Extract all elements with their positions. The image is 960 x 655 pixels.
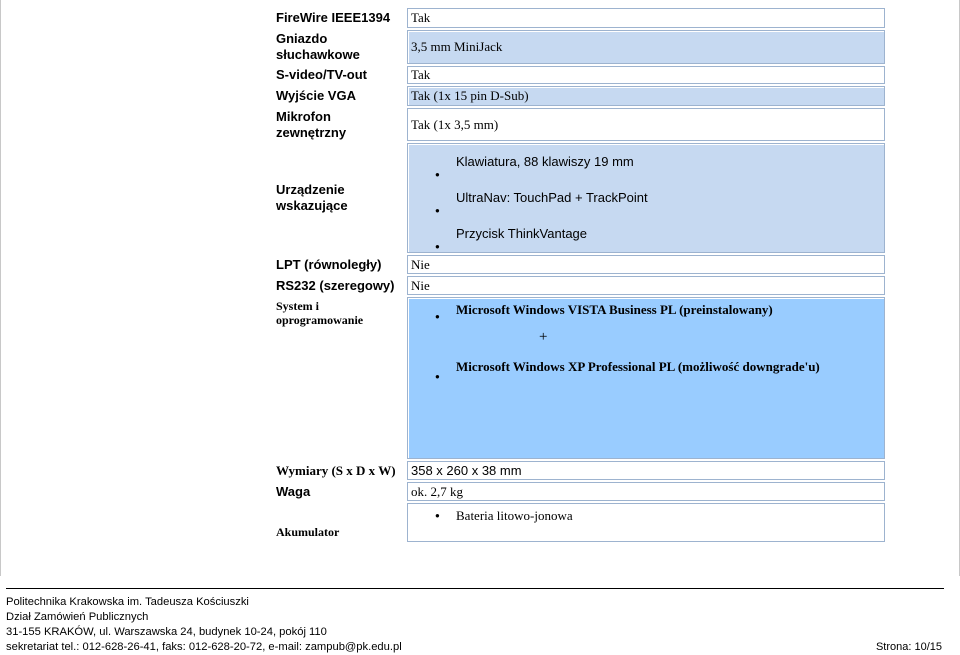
row-value: Tak (1x 15 pin D-Sub) — [407, 86, 885, 106]
footer-line: Politechnika Krakowska im. Tadeusza Kościuszki — [6, 596, 249, 608]
footer-line: Dział Zamówień Publicznych — [6, 611, 149, 623]
list-item: ● Microsoft Windows VISTA Business PL (preinstalowany) — [411, 298, 881, 322]
table-row — [273, 66, 885, 84]
table-row — [273, 276, 885, 295]
bullet-list — [411, 144, 881, 252]
table-row — [273, 8, 885, 28]
table-row — [273, 461, 885, 480]
row-value: Tak — [407, 8, 885, 28]
table-row — [273, 297, 885, 459]
row-label: RS232 (szeregowy) — [273, 276, 405, 295]
row-label: LPT (równoległy) — [273, 255, 405, 274]
row-value: ok. 2,7 kg — [407, 482, 885, 501]
table-row — [273, 108, 885, 141]
row-label: S-video/TV-out — [273, 66, 405, 84]
list-item: ● Microsoft Windows XP Professional PL (możliwość downgrade'u) — [411, 352, 881, 382]
bullet-list — [411, 508, 881, 524]
list-item: ● Klawiatura, 88 klawiszy 19 mm — [411, 144, 881, 180]
bullet-list — [411, 352, 881, 382]
list-item: ● Przycisk ThinkVantage — [411, 216, 881, 252]
footer-line: sekretariat tel.: 012-628-26-41, faks: 012-628-20-72, e-mail: zampub@pk.edu.pl — [6, 641, 402, 653]
table-row — [273, 255, 885, 274]
row-value — [407, 143, 885, 253]
bullet-list — [411, 298, 881, 322]
row-label: System i oprogramowanie — [273, 297, 405, 459]
row-value — [407, 297, 885, 459]
table-row — [273, 143, 885, 253]
row-label: Gniazdo słuchawkowe — [273, 30, 405, 64]
row-value: Nie — [407, 276, 885, 295]
table-row — [273, 482, 885, 501]
plus-separator: + — [539, 329, 548, 345]
row-value — [407, 503, 885, 542]
list-item: ● UltraNav: TouchPad + TrackPoint — [411, 180, 881, 216]
list-item: ● Bateria litowo-jonowa — [411, 508, 881, 524]
row-label: Wyjście VGA — [273, 86, 405, 106]
row-label: Akumulator — [273, 503, 405, 542]
row-label: Wymiary (S x D x W) — [273, 461, 405, 480]
row-value: Nie — [407, 255, 885, 274]
row-value: 358 x 260 x 38 mm — [407, 461, 885, 480]
row-value: Tak — [407, 66, 885, 84]
page-footer — [6, 588, 944, 655]
row-label: Mikrofon zewnętrzny — [273, 108, 405, 141]
row-label: Waga — [273, 482, 405, 501]
table-row — [273, 503, 885, 542]
table-row — [273, 30, 885, 64]
page-number: Strona: 10/15 — [875, 641, 942, 653]
footer-line: 31-155 KRAKÓW, ul. Warszawska 24, budynek 10-24, pokój 110 — [6, 626, 327, 638]
row-label: FireWire IEEE1394 — [273, 8, 405, 28]
row-value: 3,5 mm MiniJack — [407, 30, 885, 64]
table-row — [273, 86, 885, 106]
row-value: Tak (1x 3,5 mm) — [407, 108, 885, 141]
spec-table — [271, 6, 887, 544]
row-label: Urządzenie wskazujące — [273, 143, 405, 253]
